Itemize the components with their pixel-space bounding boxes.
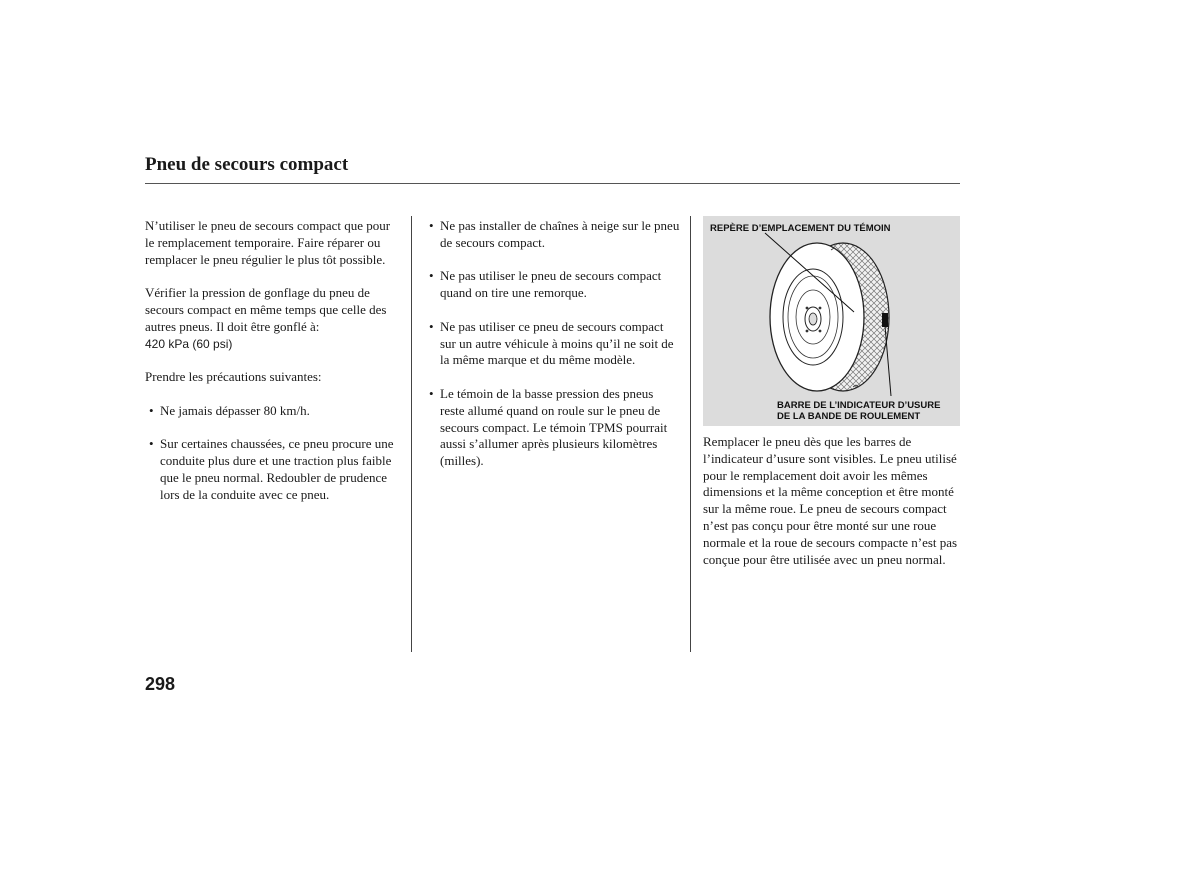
replacement-paragraph: Remplacer le pneu dès que les barres de l’indicateur d’usure sont visibles. Le pneu utilisé pour le remplacement doit avoir les mêmes dimensions et la même conception et être monté sur la même roue. Le pneu de secours compact n’est pas conçu pour être monté sur une roue normale et la roue de secours compacte n’est pas conçue pour être utilisée avec un pneu normal. <box>703 434 958 567</box>
bullet-icon: • <box>149 402 154 418</box>
bullet-icon: • <box>149 436 154 452</box>
list-item-text: Ne jamais dépasser 80 km/h. <box>160 402 310 418</box>
spare-tire-illustration <box>703 216 960 426</box>
pressure-paragraph <box>145 285 400 352</box>
bullet-icon: • <box>429 268 434 284</box>
list-item <box>425 386 680 470</box>
wear-bar-label-line1: BARRE DE L’INDICATEUR D’USURE <box>777 400 941 411</box>
column-middle <box>425 218 680 487</box>
list-item-text: Le témoin de la basse pression des pneus reste allumé quand on roule sur le pneu de secours compact. Le témoin TPMS pourrait aussi s’allumer après plusieurs kilomètres (milles). <box>440 385 668 469</box>
column-left <box>145 218 400 520</box>
bullet-icon: • <box>429 318 434 334</box>
list-item <box>145 403 400 420</box>
list-item <box>425 268 680 302</box>
page-number: 298 <box>145 674 176 694</box>
column-right <box>703 434 961 585</box>
precautions-intro: Prendre les précautions suivantes: <box>145 369 322 385</box>
title-rule <box>145 183 960 184</box>
list-item-text: Ne pas installer de chaînes à neige sur le pneu de secours compact. <box>440 218 680 250</box>
list-item-text: Ne pas utiliser le pneu de secours compact quand on tire une remorque. <box>440 268 662 301</box>
list-item-text: Ne pas utiliser ce pneu de secours compact sur un autre véhicule à moins qu’il ne soit de la même marque et du même modèle. <box>440 318 674 368</box>
wear-bar-label-line2: DE LA BANDE DE ROULEMENT <box>777 411 921 422</box>
tire-figure <box>703 216 960 426</box>
page-title: Pneu de secours compact <box>145 154 349 175</box>
list-item <box>425 319 680 369</box>
wear-bar-label <box>777 400 940 422</box>
list-item <box>425 218 680 252</box>
intro-paragraph: N’utiliser le pneu de secours compact que pour le remplacement temporaire. Faire réparer ou remplacer le pneu régulier le plus tôt possible. <box>145 218 391 267</box>
bullet-icon: • <box>429 218 434 233</box>
list-item-text: Sur certaines chaussées, ce pneu procure une conduite plus dure et une traction plus faible que le pneu normal. Redoubler de prudence lors de la conduite avec ce pneu. <box>160 436 394 502</box>
column-divider-left <box>411 216 412 652</box>
restrictions-list <box>425 218 680 470</box>
indicator-location-label: REPÈRE D’EMPLACEMENT DU TÉMOIN <box>710 223 891 234</box>
pressure-value: 420 kPa (60 psi) <box>145 336 233 351</box>
column-divider-right <box>690 216 691 652</box>
bullet-icon: • <box>429 385 434 401</box>
precautions-list <box>145 403 400 504</box>
list-item <box>145 436 400 503</box>
pressure-instruction: Vérifier la pression de gonflage du pneu de secours compact en même temps que celle des autres pneus. Il doit être gonflé à: <box>145 285 387 334</box>
